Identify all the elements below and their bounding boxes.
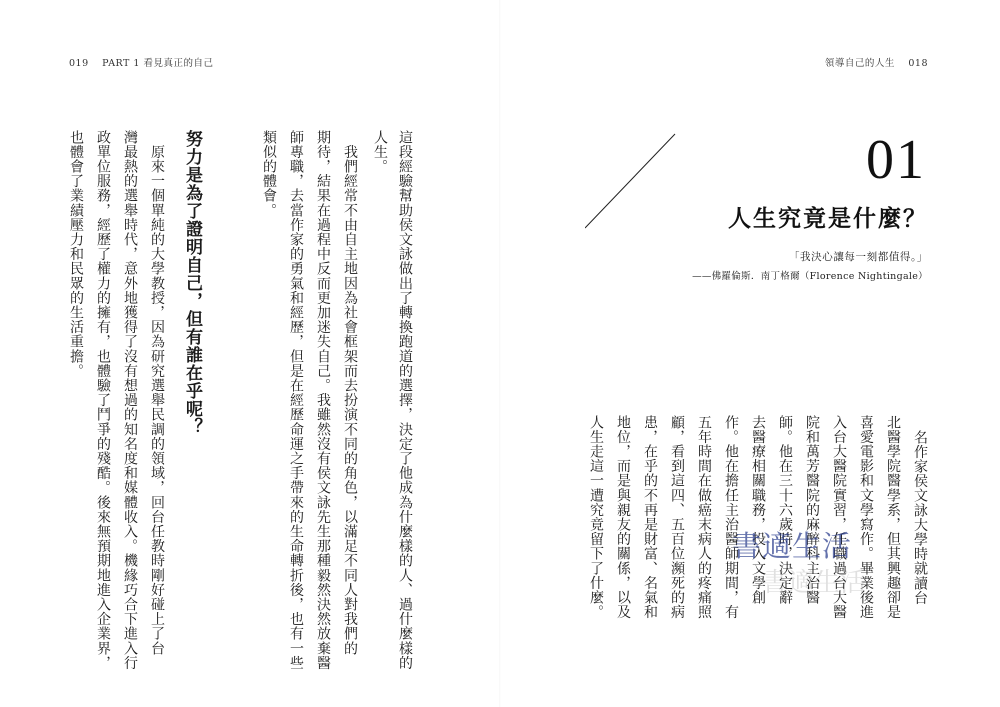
right-page-header (825, 55, 928, 69)
right-column-2: 北醫學院醫學系，但其興趣卻是 (885, 415, 901, 620)
chapter-title: 人生究竟是什麼？ (728, 205, 928, 232)
right-column-5: 院和萬芳醫院的麻醉科主治醫 (804, 415, 820, 605)
left-running-title: PART 1 看見真正的自己 (102, 58, 214, 69)
right-column-1: 名作家侯文詠大學時就讀台 (912, 430, 928, 606)
right-column-4: 入台大醫院實習，任職過台大醫 (831, 415, 847, 620)
left-page-number: 019 (69, 58, 89, 69)
decorative-diagonal-line (585, 132, 705, 232)
right-page (500, 0, 1000, 707)
left-column-10: 也體會了業績壓力和民眾的生活重擔。 (68, 130, 84, 379)
left-column-8: 灣最熱的選舉時代，意外地獲得了沒有想過的知名度和媒體收入。機緣巧合下進入行 (122, 130, 138, 671)
right-column-8: 作。他在擔任主治醫師期間，有 (723, 415, 739, 620)
right-column-6: 師。他在三十六歲時，決定辭 (777, 415, 793, 605)
left-page-header (69, 55, 213, 69)
epigraph-attribution: ——佛羅倫斯．南丁格爾（Florence Nightingale） (692, 271, 928, 282)
chapter-number: 01 (866, 129, 926, 191)
epigraph-quote: 「我決心讓每一刻都值得。」 (788, 251, 928, 263)
right-column-7: 去醫療相關職務，投入文學創 (750, 415, 766, 605)
right-page-number: 018 (908, 58, 928, 69)
right-running-title: 領導自己的人生 (824, 58, 895, 69)
watermark-logo: 書適生活 (732, 529, 853, 563)
left-column-3: 我們經常不由自主地因為社會框架而去扮演不同的角色，以滿足不同人對我們的 (342, 130, 358, 656)
right-column-12: 地位，而是與親友的關係，以及 (615, 415, 631, 620)
right-column-9: 五年時間在做癌末病人的疼痛照 (696, 415, 712, 620)
left-column-6: 類似的體會。 (261, 130, 277, 218)
left-column-4: 期待，結果在過程中反而更加迷失自己。我雖然沒有侯文詠先生那種毅然決然放棄醫 (315, 130, 331, 671)
left-column-5: 師專職，去當作家的勇氣和經歷，但是在經歷命運之手帶來的生命轉折後，也有一些 (288, 130, 304, 671)
right-column-10: 顧，看到這四、五百位瀕死的病 (669, 415, 685, 620)
right-column-13: 人生走這一遭究竟留下了什麼。 (588, 415, 604, 620)
left-column-9: 政單位服務，經歷了權力的擁有，也體驗了鬥爭的殘酷。後來無預期地進入企業界， (95, 130, 111, 671)
right-column-3: 喜愛電影和文學寫作。畢業後進 (858, 415, 874, 620)
section-heading: 努力是為了證明自己，但有誰在乎呢？ (182, 130, 202, 436)
left-column-2: 人生。 (372, 130, 388, 174)
left-column-1: 這段經驗幫助侯文詠做出了轉換跑道的選擇，決定了他成為什麼樣的人、過什麼樣的 (397, 130, 413, 671)
right-column-11: 患，在乎的不再是財富、名氣和 (642, 415, 658, 620)
watermark-faint: 書適生活 (762, 568, 867, 598)
left-column-7: 原來一個單純的大學教授，因為研究選舉民調的領域，回台任教時剛好碰上了台 (149, 130, 165, 656)
